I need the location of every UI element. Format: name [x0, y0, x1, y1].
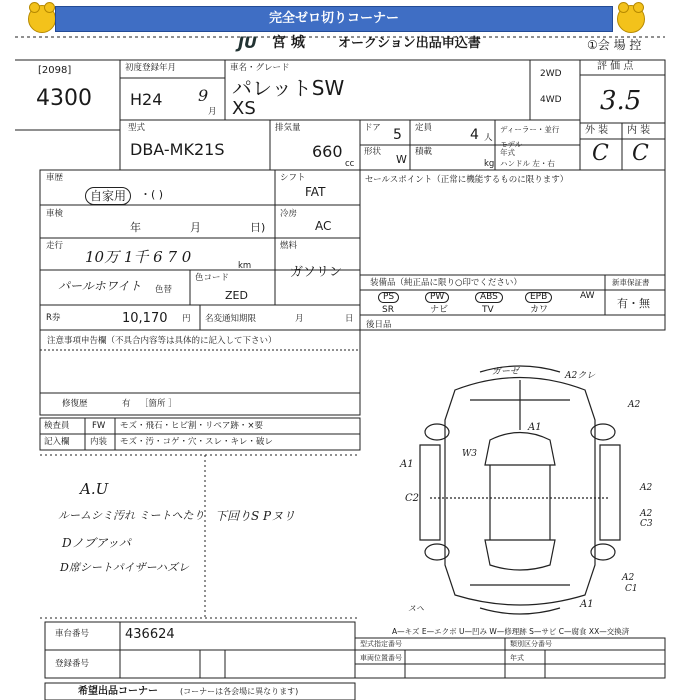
hope-corner-note: (コーナーは各会場に異なります) — [180, 687, 299, 696]
diagram-mark: C3 — [640, 519, 653, 529]
load-label: 積載 — [415, 147, 433, 157]
shift-value: FAT — [305, 185, 326, 199]
diagram-mark: ガーゼ — [492, 367, 519, 377]
fuel-value: ガソリン — [290, 265, 343, 280]
notice-label: 名変通知期限 — [205, 314, 257, 324]
cooling-label: 冷房 — [280, 209, 298, 219]
diagram-mark: C1 — [625, 584, 638, 594]
diagram-mark: A2 — [628, 400, 641, 410]
score-label: 評 価 点 — [597, 61, 634, 72]
repair-places: ［箇所 ］ — [140, 399, 177, 409]
mileage-unit: km — [238, 261, 252, 271]
history-extra: ・( ) — [140, 188, 164, 201]
doors-value: 5 — [393, 127, 402, 143]
ju-logo: JU — [238, 33, 257, 52]
color-handwritten: パールホワイト — [58, 279, 142, 293]
history-value: 自家用 — [85, 187, 131, 205]
repair-value: 有 — [122, 399, 131, 409]
banner-title: 完全ゼロ切りコーナー — [55, 6, 613, 32]
registration-label: 初度登録年月 — [125, 63, 177, 73]
displacement-label: 排気量 — [275, 123, 301, 133]
handwritten-note-5: D席シートパイザーハズレ — [60, 561, 190, 574]
warranty-label: 新車保証書 — [612, 278, 650, 287]
interior-grade: C — [632, 141, 649, 166]
handwritten-note-4: Dノブアッパ — [62, 536, 131, 550]
equipment-sr: SR — [382, 305, 394, 315]
class-number-label: 類別区分番号 — [510, 640, 552, 648]
notice-day: 日 — [345, 314, 354, 324]
rear-label: 後日品 — [366, 320, 392, 330]
diagram-mark: C2 — [405, 493, 420, 504]
diagram-mark: A2 — [622, 573, 635, 583]
form-title: オークション出品申込書 — [338, 36, 481, 51]
chassis-number: 436624 — [125, 627, 175, 642]
equipment-tv: TV — [482, 305, 494, 315]
notes-label: 注意事項申告欄（不具合内容等は具体的に記入して下さい） — [47, 336, 277, 346]
model-year-label: モデル 年式 — [500, 140, 523, 157]
recycle-label: R券 — [46, 313, 61, 323]
equipment-epb: EPB — [525, 292, 552, 303]
load-unit: kg — [484, 159, 495, 169]
car-name-label: 車名・グレード — [230, 63, 290, 73]
score-value: 3.5 — [600, 86, 642, 116]
diagram-mark: A1 — [528, 422, 542, 433]
car-name: パレットSW — [232, 76, 345, 100]
diagram-mark: A1 — [400, 459, 414, 470]
handwritten-note-3: 下回りS Pヌリ — [215, 509, 296, 523]
lot-code: [2098] — [38, 65, 72, 76]
reg-no-label: 登録番号 — [55, 659, 90, 669]
drive-4wd: 4WD — [540, 95, 562, 105]
capacity-value: 4 — [470, 127, 479, 143]
interior-label: 内 装 — [627, 125, 651, 136]
history-label: 車歴 — [46, 173, 64, 183]
hope-corner-label: 希望出品コーナー — [78, 686, 158, 697]
drive-2wd: 2WD — [540, 69, 562, 79]
notice-month: 月 — [295, 314, 304, 324]
chassis-label: 車台番号 — [55, 629, 90, 639]
inspection-day: 日) — [250, 221, 266, 234]
venue-name: 宮 城 — [272, 35, 305, 51]
diagram-mark: A2クレ — [565, 371, 596, 381]
fuel-label: 燃料 — [280, 241, 298, 251]
diagram-mark: A1 — [580, 599, 594, 610]
hall-copy: ①会 場 控 — [587, 38, 642, 52]
inspection-month: 月 — [190, 221, 201, 234]
warranty-value: 有・無 — [617, 297, 650, 310]
damage-legend: A—キズ E—エクボ U—凹み W—修理跡 S—サビ C—腐食 XX—交換済 — [392, 627, 630, 636]
registration-month: 9 — [198, 86, 209, 105]
handwritten-note-1: A.U — [80, 480, 109, 498]
equipment-label: 装備品（純正品に限り○印でください） — [370, 278, 522, 288]
interior-check-label: 内装 — [90, 437, 108, 447]
color-code: ZED — [225, 289, 248, 302]
car-grade: XS — [232, 98, 256, 119]
equipment-leather: カワ — [530, 305, 549, 315]
entry-label: 記入欄 — [44, 437, 70, 447]
diagram-mark: スヘ — [408, 604, 424, 613]
equipment-aw: AW — [580, 291, 595, 301]
handwritten-note-2: ルームシミ汚れ ミートへたり — [58, 509, 205, 522]
year-label: 年式 — [510, 654, 524, 662]
shape-label: 形状 — [364, 147, 382, 157]
diagram-mark: A2 — [640, 509, 653, 519]
exterior-label: 外 装 — [585, 125, 609, 136]
model-label: 型式 — [128, 123, 146, 133]
recycle-value: 10,170 — [122, 311, 168, 326]
month-unit: 月 — [208, 107, 217, 117]
fw-items: モズ・飛石・ヒビ割・リペア跡・×要 — [120, 421, 263, 431]
equipment-abs: ABS — [475, 292, 503, 303]
doors-label: ドア — [364, 123, 381, 133]
type-designation-label: 型式指定番号 — [360, 640, 402, 648]
recycle-unit: 円 — [182, 314, 191, 324]
displacement-unit: cc — [345, 159, 355, 169]
fw-label: FW — [92, 421, 106, 431]
cooling-value: AC — [315, 219, 332, 233]
capacity-unit: 人 — [484, 133, 493, 143]
interior-check-items: モズ・汚・コゲ・穴・スレ・キレ・破レ — [120, 437, 273, 447]
lot-number: 4300 — [36, 86, 92, 111]
sales-label: セールスポイント（正常に機能するものに限ります） — [365, 175, 569, 185]
repair-label: 修復歴 — [62, 399, 88, 409]
dealer-label: ディーラー・並行 — [500, 125, 560, 134]
shift-label: シフト — [280, 173, 306, 183]
exterior-grade: C — [592, 141, 609, 166]
color-code-label: 色コード — [195, 273, 230, 283]
diagram-mark: A2 — [640, 483, 653, 493]
position-number-label: 車両位置番号 — [360, 654, 402, 662]
inspection-label: 車検 — [46, 209, 64, 219]
mileage-label: 走行 — [46, 241, 64, 251]
capacity-label: 定員 — [415, 123, 433, 133]
car-damage-diagram — [420, 366, 620, 614]
equipment-navi: ナビ — [430, 305, 449, 315]
equipment-ps: PS — [378, 292, 399, 303]
shape-value: W — [396, 153, 407, 166]
handle-label: ハンドル 左・右 — [500, 159, 555, 168]
diagram-mark: W3 — [462, 449, 477, 459]
equipment-pw: PW — [425, 292, 449, 303]
model-value: DBA-MK21S — [130, 140, 225, 159]
displacement-value: 660 — [312, 142, 343, 161]
color-change-label: 色替 — [155, 285, 173, 295]
registration-era: H24 — [130, 90, 163, 109]
inspection-year: 年 — [130, 221, 141, 234]
mileage-value: 10万 1千 6 7 0 — [85, 248, 192, 266]
checker-label: 検査員 — [44, 421, 70, 431]
